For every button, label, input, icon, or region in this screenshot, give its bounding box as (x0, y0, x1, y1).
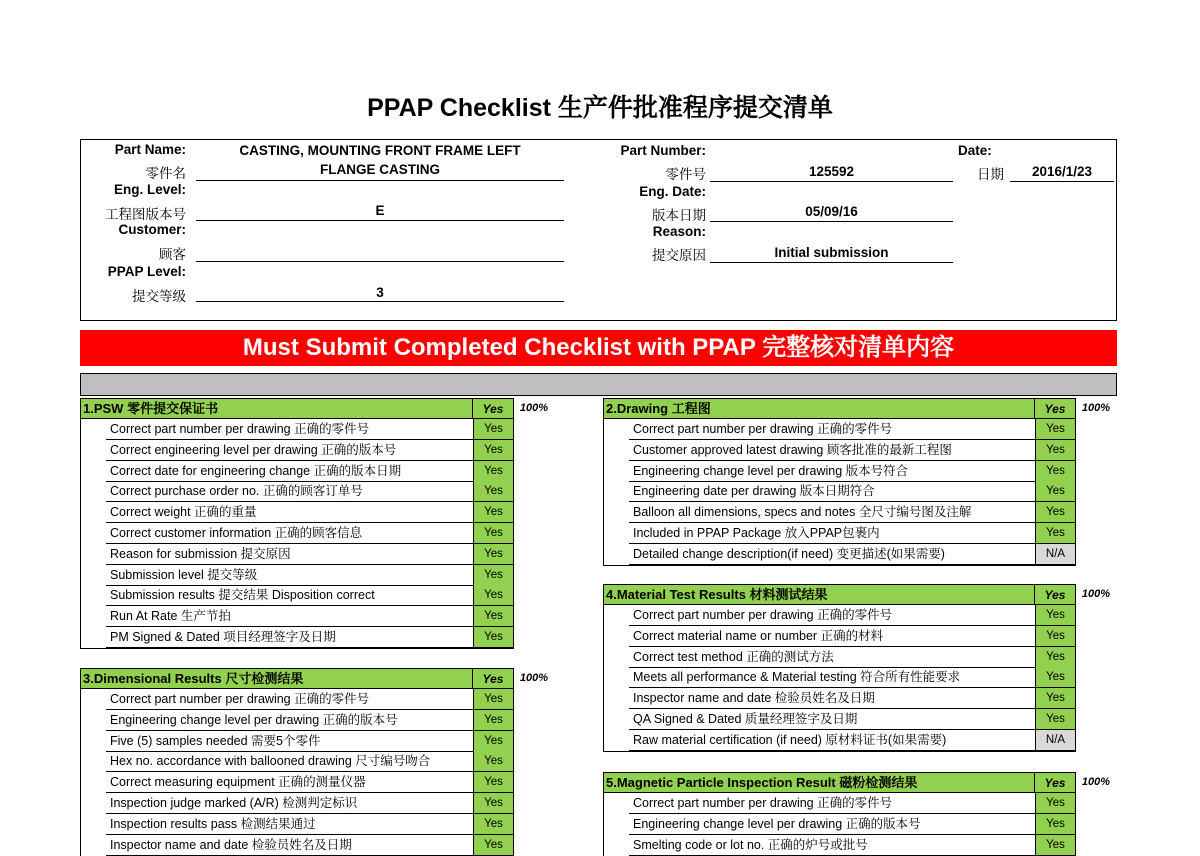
checklist-item-status: Yes (1035, 688, 1076, 709)
checklist-item-label: Run At Rate 生产节拍 (106, 606, 473, 627)
checklist-item-label: Inspector name and date 检验员姓名及日期 (106, 835, 473, 856)
checklist-item-label: Engineering change level per drawing 版本号符合 (629, 461, 1035, 482)
checklist-item-status: Yes (473, 731, 514, 752)
checklist-item-label: Correct test method 正确的测试方法 (629, 647, 1035, 668)
checklist-item-status: Yes (473, 627, 514, 648)
section-yes-header: Yes (473, 668, 514, 689)
checklist-item-status: Yes (1035, 419, 1076, 440)
checklist-item-label: Correct purchase order no. 正确的顾客订单号 (106, 481, 473, 502)
eng-date-label-cn: 版本日期 (652, 208, 706, 223)
part-number-underline (710, 181, 953, 182)
section-yes-header: Yes (1035, 584, 1076, 605)
checklist-item-status: Yes (1035, 481, 1076, 502)
date-label-cn: 日期 (977, 167, 1004, 182)
checklist-item-status: Yes (473, 461, 514, 482)
checklist-item-label: Correct weight 正确的重量 (106, 502, 473, 523)
checklist-item-status: Yes (473, 772, 514, 793)
date-label: Date: (958, 143, 992, 158)
checklist-row (603, 605, 1076, 626)
ppap-level-label: PPAP Level: (107, 264, 186, 279)
eng-level-value: E (375, 203, 385, 218)
part-name-underline (196, 180, 564, 181)
checklist-row (603, 793, 1076, 814)
checklist-item-status: Yes (473, 481, 514, 502)
checklist-item-label: Balloon all dimensions, specs and notes 全尺寸编号图及注解 (629, 502, 1035, 523)
checklist-item-label: Inspection judge marked (A/R) 检测判定标识 (106, 793, 473, 814)
section-completion-percent: 100% (519, 672, 549, 684)
part-name-label-cn: 零件名 (145, 166, 186, 181)
eng-level-label-cn: 工程图版本号 (105, 207, 186, 222)
checklist-item-label: Correct measuring equipment 正确的测量仪器 (106, 772, 473, 793)
checklist-item-status: Yes (473, 751, 514, 772)
checklist-row (603, 523, 1076, 544)
checklist-row (603, 730, 1076, 751)
checklist-item-status: Yes (1035, 523, 1076, 544)
date-underline (1010, 181, 1114, 182)
section-title: 1.PSW 零件提交保证书 (80, 398, 473, 419)
checklist-item-label: PM Signed & Dated 项目经理签字及日期 (106, 627, 473, 648)
checklist-item-label: Customer approved latest drawing 顾客批准的最新工程图 (629, 440, 1035, 461)
checklist-row (80, 502, 514, 523)
checklist-item-label: Correct part number per drawing 正确的零件号 (629, 605, 1035, 626)
checklist-item-status: Yes (1035, 647, 1076, 668)
checklist-item-status: Yes (1035, 626, 1076, 647)
part-name-label: Part Name: (114, 142, 186, 157)
checklist-item-label: Inspection results pass 检测结果通过 (106, 814, 473, 835)
checklist-row (603, 688, 1076, 709)
checklist-item-status: Yes (473, 710, 514, 731)
checklist-item-status: Yes (473, 689, 514, 710)
checklist-item-label: Meets all performance & Material testing 符合所有性能要求 (629, 667, 1035, 688)
checklist-item-status: N/A (1035, 730, 1076, 751)
section-completion-percent: 100% (1081, 588, 1111, 600)
reason-underline (710, 262, 953, 263)
date-value: 2016/1/23 (1031, 164, 1093, 179)
checklist-row (603, 814, 1076, 835)
section-completion-percent: 100% (1081, 776, 1111, 788)
eng-date-value: 05/09/16 (805, 204, 858, 219)
checklist-item-status: Yes (1035, 814, 1076, 835)
reason-value: Initial submission (774, 245, 889, 260)
checklist-row (603, 419, 1076, 440)
checklist-item-status: Yes (473, 440, 514, 461)
checklist-item-label: Five (5) samples needed 需要5个零件 (106, 731, 473, 752)
checklist-row (80, 751, 514, 772)
checklist-item-label: Engineering change level per drawing 正确的版本号 (629, 814, 1035, 835)
checklist-row (80, 440, 514, 461)
checklist-item-status: Yes (473, 585, 514, 606)
eng-level-underline (196, 220, 564, 221)
reason-label: Reason: (652, 224, 706, 239)
checklist-row (80, 523, 514, 544)
eng-date-underline (710, 221, 953, 222)
submit-banner: Must Submit Completed Checklist with PPAP 完整核对清单内容 (80, 330, 1117, 366)
customer-underline (196, 261, 564, 262)
checklist-item-status: Yes (473, 544, 514, 565)
page-title: PPAP Checklist 生产件批准程序提交清单 (367, 94, 833, 122)
checklist-row (80, 461, 514, 482)
checklist-item-status: Yes (473, 606, 514, 627)
checklist-item-label: Included in PPAP Package 放入PPAP包裹内 (629, 523, 1035, 544)
checklist-item-label: Correct customer information 正确的顾客信息 (106, 523, 473, 544)
checklist-item-label: Submission level 提交等级 (106, 565, 473, 586)
checklist-item-status: Yes (473, 835, 514, 856)
checklist-row (80, 835, 514, 856)
reason-label-cn: 提交原因 (652, 248, 706, 263)
checklist-item-status: Yes (1035, 793, 1076, 814)
customer-label: Customer: (118, 222, 186, 237)
checklist-row (603, 461, 1076, 482)
section-yes-header: Yes (1035, 772, 1076, 793)
checklist-row (603, 709, 1076, 730)
checklist-row (603, 667, 1076, 688)
checklist-item-label: Correct material name or number 正确的材料 (629, 626, 1035, 647)
checklist-item-label: Correct part number per drawing 正确的零件号 (629, 419, 1035, 440)
checklist-item-label: Engineering date per drawing 版本日期符合 (629, 481, 1035, 502)
checklist-item-status: Yes (473, 419, 514, 440)
ppap-level-value: 3 (376, 285, 384, 300)
checklist-row (603, 481, 1076, 502)
checklist-row (80, 710, 514, 731)
checklist-row (80, 689, 514, 710)
checklist-item-status: Yes (1035, 835, 1076, 856)
checklist-item-label: Smelting code or lot no. 正确的炉号或批号 (629, 835, 1035, 856)
checklist-item-status: N/A (1035, 544, 1076, 565)
checklist-item-status: Yes (1035, 667, 1076, 688)
checklist-item-status: Yes (1035, 440, 1076, 461)
customer-label-cn: 顾客 (159, 247, 186, 262)
checklist-item-label: Engineering change level per drawing 正确的版本号 (106, 710, 473, 731)
checklist-item-label: Reason for submission 提交原因 (106, 544, 473, 565)
checklist-row (80, 772, 514, 793)
eng-date-label: Eng. Date: (639, 184, 706, 199)
checklist-item-status: Yes (473, 523, 514, 544)
checklist-item-label: Raw material certification (if need) 原材料证书(如果需要) (629, 730, 1035, 751)
checklist-item-label: Correct engineering level per drawing 正确的版本号 (106, 440, 473, 461)
checklist-item-status: Yes (473, 565, 514, 586)
checklist-item-status: Yes (473, 793, 514, 814)
checklist-row (80, 585, 514, 606)
checklist-item-label: QA Signed & Dated 质量经理签字及日期 (629, 709, 1035, 730)
checklist-item-label: Inspector name and date 检验员姓名及日期 (629, 688, 1035, 709)
checklist-row (80, 606, 514, 627)
checklist-row (80, 731, 514, 752)
checklist-item-label: Correct date for engineering change 正确的版本日期 (106, 461, 473, 482)
eng-level-label: Eng. Level: (113, 182, 186, 197)
checklist-row (80, 814, 514, 835)
checklist-item-label: Detailed change description(if need) 变更描述(如果需要) (629, 544, 1035, 565)
part-name-value-line2: FLANGE CASTING (320, 162, 440, 177)
checklist-item-label: Submission results 提交结果 Disposition correct (106, 585, 473, 606)
grey-separator-bar (80, 373, 1117, 396)
part-number-label: Part Number: (620, 143, 706, 158)
checklist-item-status: Yes (1035, 461, 1076, 482)
checklist-row (80, 627, 514, 648)
checklist-item-status: Yes (1035, 709, 1076, 730)
checklist-row (80, 565, 514, 586)
section-yes-header: Yes (1035, 398, 1076, 419)
checklist-row (603, 647, 1076, 668)
checklist-item-label: Correct part number per drawing 正确的零件号 (629, 793, 1035, 814)
section-yes-header: Yes (473, 398, 514, 419)
ppap-level-label-cn: 提交等级 (132, 289, 186, 304)
section-title: 3.Dimensional Results 尺寸检测结果 (80, 668, 473, 689)
part-name-value-line1: CASTING, MOUNTING FRONT FRAME LEFT (239, 143, 521, 158)
checklist-item-label: Correct part number per drawing 正确的零件号 (106, 689, 473, 710)
checklist-row (603, 544, 1076, 565)
section-title: 4.Material Test Results 材料测试结果 (603, 584, 1035, 605)
checklist-item-label: Hex no. accordance with ballooned drawing 尺寸编号吻合 (106, 751, 473, 772)
checklist-item-status: Yes (473, 502, 514, 523)
checklist-row (603, 440, 1076, 461)
checklist-item-status: Yes (1035, 502, 1076, 523)
ppap-level-underline (196, 301, 564, 302)
section-completion-percent: 100% (1081, 402, 1111, 414)
checklist-row (603, 502, 1076, 523)
checklist-row (603, 835, 1076, 856)
part-number-label-cn: 零件号 (665, 167, 706, 182)
checklist-row (80, 544, 514, 565)
checklist-row (80, 481, 514, 502)
checklist-row (80, 419, 514, 440)
section-completion-percent: 100% (519, 402, 549, 414)
section-title: 5.Magnetic Particle Inspection Result 磁粉检测结果 (603, 772, 1035, 793)
checklist-row (603, 626, 1076, 647)
checklist-item-label: Correct part number per drawing 正确的零件号 (106, 419, 473, 440)
checklist-item-status: Yes (473, 814, 514, 835)
checklist-row (80, 793, 514, 814)
checklist-item-status: Yes (1035, 605, 1076, 626)
part-number-value: 125592 (808, 164, 855, 179)
section-title: 2.Drawing 工程图 (603, 398, 1035, 419)
